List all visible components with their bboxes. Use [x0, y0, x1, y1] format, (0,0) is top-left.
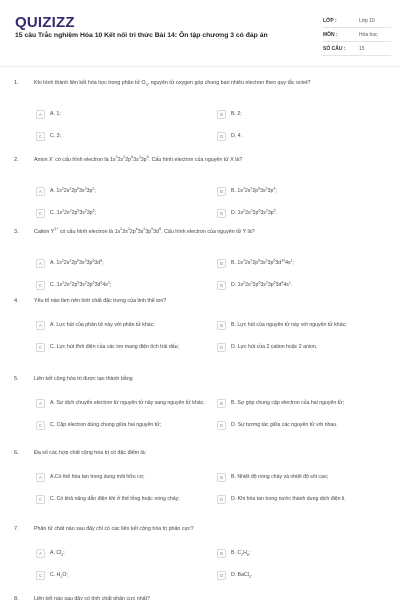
answer-option-b[interactable]: [217, 110, 387, 119]
meta-value: Hóa học: [359, 31, 378, 38]
option-text: D. Khi hòa tan trong nước thành dung dịch điện li.: [231, 496, 346, 503]
answer-option-a[interactable]: [36, 399, 206, 408]
answer-option-d[interactable]: [217, 132, 387, 141]
meta-row-subject: [323, 28, 391, 42]
question-text: Cation $Y^{2+}$ có cấu hình electron là $1s^22s^22p^63s^23p^63d^6$. Cấu hình electron của nguyên tử Y là?: [34, 227, 255, 235]
option-key-box: A: [36, 549, 45, 558]
option-key-box: B: [217, 399, 226, 408]
option-key-box: C: [36, 571, 45, 580]
answer-option-d[interactable]: [217, 209, 387, 218]
answer-option-c[interactable]: [36, 495, 206, 504]
option-text: D. BaCl$_2$.: [231, 572, 253, 580]
question-text: Liên kết nào sau đây có tính chất phân cực nhất?: [34, 596, 151, 600]
worksheet-title: 15 câu Trắc nghiệm Hóa 10 Kết nối tri thức Bài 14: Ôn tập chương 3 có đáp án: [15, 32, 268, 39]
meta-label: LỚP :: [323, 17, 337, 24]
option-key-box: C: [36, 495, 45, 504]
answer-option-d[interactable]: [217, 571, 387, 580]
meta-value: 15: [359, 45, 365, 52]
question-number: 1.: [14, 80, 19, 86]
option-key-box: A: [36, 187, 45, 196]
option-key-box: A: [36, 473, 45, 482]
quizizz-logo: QUIZIZZ: [15, 14, 75, 31]
option-text: C. $1s^22s^22p^63s^23p^63d^64s^2$;: [50, 280, 112, 289]
option-text: A. $1s^22s^22p^63s^23p^2$;: [50, 186, 96, 195]
option-text: C. $H_2O$;: [50, 572, 68, 580]
option-key-box: B: [217, 473, 226, 482]
option-key-box: B: [217, 321, 226, 330]
answer-option-a[interactable]: [36, 187, 206, 196]
answer-option-a[interactable]: [36, 321, 206, 330]
option-key-box: C: [36, 343, 45, 352]
option-text: C. Cặp electron dùng chung giữa hai nguyên tử;: [50, 422, 162, 429]
question-text: Anion X- có cấu hình electron là $1s^22s^22p^63s^23p^6$. Cấu hình electron của nguyên tử X là?: [34, 155, 243, 163]
answer-option-d[interactable]: [217, 421, 387, 430]
question-number: 7.: [14, 526, 19, 532]
worksheet-meta: [323, 14, 391, 56]
option-text: B. Sự góp chung cặp electron của hai nguyên tử;: [231, 400, 345, 407]
answer-option-c[interactable]: [36, 421, 206, 430]
option-text: B. $1s^22s^22p^63s^23p^63d^{10}4s^1$;: [231, 258, 295, 267]
option-text: B. $C_2H_6$;: [231, 550, 251, 558]
option-key-box: A: [36, 259, 45, 268]
answer-option-b[interactable]: [217, 549, 387, 558]
question-text: Đa số các hợp chất cộng hóa trị có đặc điểm là:: [34, 450, 147, 456]
option-text: B. 2;: [231, 111, 242, 118]
option-key-box: D: [217, 421, 226, 430]
option-text: C. Lực hút tĩnh điện của các ion mang điện tích trái dấu;: [50, 344, 179, 351]
option-key-box: B: [217, 187, 226, 196]
option-key-box: D: [217, 132, 226, 141]
answer-option-c[interactable]: [36, 132, 206, 141]
answer-option-b[interactable]: [217, 399, 387, 408]
option-key-box: A: [36, 110, 45, 119]
option-text: A. $Cl_2$;: [50, 550, 65, 558]
answer-option-d[interactable]: [217, 495, 387, 504]
meta-row-grade: [323, 14, 391, 28]
option-text: B. $1s^22s^22p^63s^23p^4$;: [231, 186, 277, 195]
question-number: 4.: [14, 298, 19, 304]
option-key-box: D: [217, 571, 226, 580]
answer-option-c[interactable]: [36, 343, 206, 352]
option-key-box: B: [217, 549, 226, 558]
option-key-box: A: [36, 321, 45, 330]
answer-option-a[interactable]: [36, 549, 206, 558]
answer-option-a[interactable]: [36, 259, 206, 268]
option-key-box: C: [36, 281, 45, 290]
meta-value: Lớp 10: [359, 17, 375, 24]
option-text: A. Lực hút của phân tử này với phân tử khác;: [50, 322, 155, 329]
option-text: B. Lực hút của nguyên tử này với nguyên tử khác;: [231, 322, 347, 329]
question-text: Yếu tố nào làm nên tính chất đặc trưng của tinh thể ion?: [34, 298, 167, 304]
option-text: A. 1;: [50, 111, 61, 118]
meta-label: MÔN :: [323, 31, 338, 38]
option-text: C. 3;: [50, 133, 61, 140]
answer-option-b[interactable]: [217, 473, 387, 482]
answer-option-d[interactable]: [217, 343, 387, 352]
option-text: D. 4.: [231, 133, 242, 140]
option-text: A. $1s^22s^22p^63s^23p^63d^8$;: [50, 258, 104, 267]
question-number: 6.: [14, 450, 19, 456]
option-key-box: C: [36, 132, 45, 141]
question-number: 5.: [14, 376, 19, 382]
option-key-box: C: [36, 421, 45, 430]
option-key-box: D: [217, 495, 226, 504]
option-text: C. Có khả năng dẫn điện khi ở thể lỏng hoặc nóng chảy;: [50, 496, 180, 503]
worksheet-header: [0, 0, 400, 64]
option-key-box: B: [217, 259, 226, 268]
option-text: D. Lực hút của 2 cation hoặc 2 anion.: [231, 344, 318, 351]
answer-option-a[interactable]: [36, 110, 206, 119]
question-number: 3.: [14, 229, 19, 235]
answer-option-a[interactable]: [36, 473, 206, 482]
option-text: A. Sự dịch chuyển electron từ nguyên tử này sang nguyên tử khác;: [50, 400, 205, 407]
option-key-box: D: [217, 343, 226, 352]
option-key-box: D: [217, 281, 226, 290]
option-text: C. $1s^22s^22p^63s^23p^6$;: [50, 208, 97, 217]
option-text: D. Sự tương tác giữa các nguyên tử với nhau.: [231, 422, 338, 429]
header-divider: [0, 66, 400, 67]
option-text: D. $1s^22s^22p^63s^23p^5$.: [231, 208, 278, 217]
option-key-box: A: [36, 399, 45, 408]
answer-option-c[interactable]: [36, 281, 206, 290]
question-text: Liên kết cộng hóa trị được tạo thành bằng: [34, 376, 133, 382]
question-text: Khi hình thành liên kết hóa học trong phân tử $O_3$, nguyên tử oxygen góp chung bao nhiêu electron theo quy tắc octet?: [34, 80, 311, 88]
answer-option-d[interactable]: [217, 281, 387, 290]
option-key-box: B: [217, 110, 226, 119]
meta-label: SỐ CÂU :: [323, 45, 346, 52]
option-text: A.Có thể hòa tan trong dung môi hữu cơ;: [50, 474, 145, 481]
answer-option-b[interactable]: [217, 187, 387, 196]
question-text: Phân tử chất nào sau đây chỉ có các liên kết cộng hóa trị phân cực?: [34, 526, 194, 532]
answer-option-c[interactable]: [36, 209, 206, 218]
option-key-box: C: [36, 209, 45, 218]
answer-option-b[interactable]: [217, 259, 387, 268]
option-text: B. Nhiệt độ nóng chảy và nhiệt độ sôi cao;: [231, 474, 329, 481]
question-number: 2.: [14, 157, 19, 163]
option-key-box: D: [217, 209, 226, 218]
answer-option-c[interactable]: [36, 571, 206, 580]
meta-row-count: [323, 42, 391, 56]
answer-option-b[interactable]: [217, 321, 387, 330]
option-text: D. $1s^22s^22p^63s^23p^63d^44s^1$.: [231, 280, 293, 289]
question-number: 8.: [14, 596, 19, 600]
